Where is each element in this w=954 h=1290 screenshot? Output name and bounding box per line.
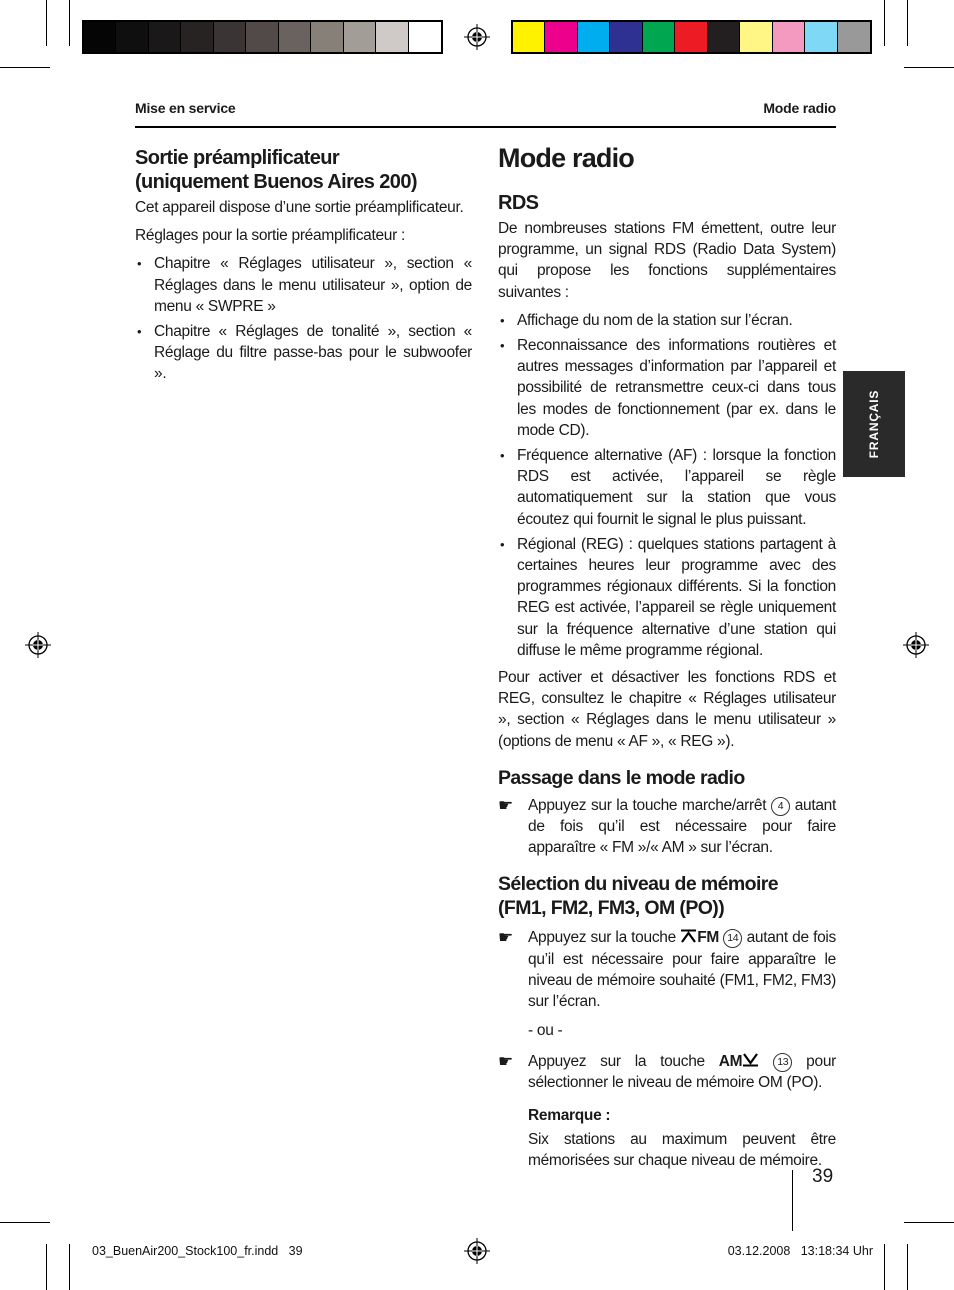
preamp-heading-line1: Sortie préamplificateur [135,147,340,169]
step-text: Appuyez sur la touche marche/arrêt [528,796,767,814]
registration-mark-icon [903,632,929,658]
button-number-badge: 14 [723,929,742,948]
up-arrow-icon [680,929,697,943]
selection-heading-line2: (FM1, FM2, FM3, OM (PO)) [498,897,725,920]
color-swatch [578,22,610,52]
button-number-badge: 4 [771,797,790,816]
list-item: • Régional (REG) : quelques stations partagent à certaines heures leur programme avec des programmes régionaux différents. Si la fonction REG est activée, l’appareil se règle uniquement sur la fréquence alternative d’une station qui diffuse le même programme régional. [498,534,836,661]
fm-button-label: FM [697,929,719,947]
step-text: Appuyez sur la touche [528,929,676,947]
note-block [498,1105,836,1172]
crop-mark [69,1244,70,1290]
color-swatch [279,22,311,52]
slug-filename: 03_BuenAir200_Stock100_fr.indd 39 [92,1244,303,1258]
crop-mark [0,1222,50,1223]
selection-heading-line1: Sélection du niveau de mémoire [498,873,779,896]
list-item: • Chapitre « Réglages utilisateur », section « Réglages dans le menu utilisateur », option de menu « SWPRE » [135,253,472,317]
crop-mark [69,0,70,46]
registration-mark-icon [464,1238,490,1264]
rds-intro-paragraph: De nombreuses stations FM émettent, outre leur programme, un signal RDS (Radio Data System) qui propose les fonctions supplémentaires suivantes : [498,220,836,301]
color-swatch [513,22,545,52]
preamp-settings-intro: Réglages pour la sortie préamplificateur : [135,227,405,245]
color-swatch [181,22,213,52]
crop-mark [904,1222,954,1223]
instruction-step [498,927,836,1012]
section-heading-rds: RDS [498,192,539,214]
or-separator: - ou - [528,1022,563,1040]
list-item: • Chapitre « Réglages de tonalité », section « Réglage du filtre passe-bas pour le subwoofer ». [135,321,472,385]
running-header-right: Mode radio [763,100,836,116]
slug-timestamp: 03.12.2008 13:18:34 Uhr [727,1244,873,1258]
color-swatch [675,22,707,52]
running-header-left: Mise en service [135,100,236,116]
list-item: • Affichage du nom de la station sur l’écran. [498,310,836,331]
crop-mark [46,0,47,46]
color-swatch [149,22,181,52]
step-text: autant de fois qu’il est nécessaire pour faire apparaître « FM »/« AM » sur l’écran. [528,796,836,857]
color-swatch [740,22,772,52]
registration-mark-icon [464,24,490,50]
process-color-bar [511,20,872,54]
color-swatch [376,22,408,52]
color-swatch [246,22,278,52]
pointing-hand-icon: ☛ [498,1051,513,1071]
preamp-paragraph: Cet appareil dispose d’une sortie préamplificateur. [135,199,464,216]
crop-mark [904,67,954,68]
color-swatch [409,22,441,52]
color-swatch [344,22,376,52]
color-swatch [311,22,343,52]
note-label: Remarque : [528,1106,611,1124]
crop-mark [907,0,908,46]
color-swatch [773,22,805,52]
header-rule [135,126,836,128]
instruction-step [498,1051,836,1093]
step-text: pour sélectionner le niveau de mémoire OM (PO). [528,1052,836,1091]
color-swatch [214,22,246,52]
step-text: Appuyez sur la touche [528,1052,705,1070]
crop-mark [907,1244,908,1290]
language-tab [843,371,905,477]
list-item: • Fréquence alternative (AF) : lorsque la fonction RDS est activée, l’appareil se règle automatiquement sur la station que vous écoutez qui fournit le signal le plus puissant. [498,445,836,530]
crop-mark [884,1244,885,1290]
color-swatch [116,22,148,52]
crop-mark [884,0,885,46]
note-text: Six stations au maximum peuvent être mémorisées sur chaque niveau de mémoire. [528,1131,836,1170]
section-heading-preamp [135,146,472,194]
registration-mark-icon [25,632,51,658]
button-number-badge: 13 [773,1053,792,1072]
preamp-bullet-list [135,253,472,384]
am-button-label: AM [718,1052,743,1070]
down-arrow-icon [742,1053,759,1067]
language-tab-label: FRANÇAIS [867,389,881,459]
color-swatch [805,22,837,52]
rds-outro-paragraph: Pour activer et désactiver les fonctions RDS et REG, consultez le chapitre « Réglages utilisateur », section « Réglages dans le menu utilisateur » (options de menu « AF », « REG »). [498,669,836,750]
step-text: autant de fois qu’il est nécessaire pour faire apparaître le niveau de mémoire souhaité (FM1, FM2, FM3) sur l’écran. [528,929,837,1011]
left-column [135,146,472,391]
right-column [498,143,836,1172]
pointing-hand-icon: ☛ [498,928,513,948]
instruction-step [498,795,836,859]
rds-bullet-list [498,310,836,661]
grayscale-color-bar [82,20,443,54]
list-item: • Reconnaissance des informations routières et autres messages d’information par l’appareil et possibilité de retransmettre ceux-ci dans tous les modes de fonctionnement (par ex. dans le mode CD). [498,335,836,441]
page-number-rule [792,1170,793,1231]
color-swatch [610,22,642,52]
pointing-hand-icon: ☛ [498,795,513,815]
preamp-heading-line2: (uniquement Buenos Aires 200) [135,171,417,193]
color-swatch [545,22,577,52]
page-number: 39 [812,1166,834,1187]
color-swatch [84,22,116,52]
section-heading-passage: Passage dans le mode radio [498,766,745,789]
page-title: Mode radio [498,143,635,173]
crop-mark [46,1244,47,1290]
section-heading-selection [498,872,836,920]
color-swatch [643,22,675,52]
color-swatch [838,22,870,52]
color-swatch [708,22,740,52]
crop-mark [0,67,50,68]
